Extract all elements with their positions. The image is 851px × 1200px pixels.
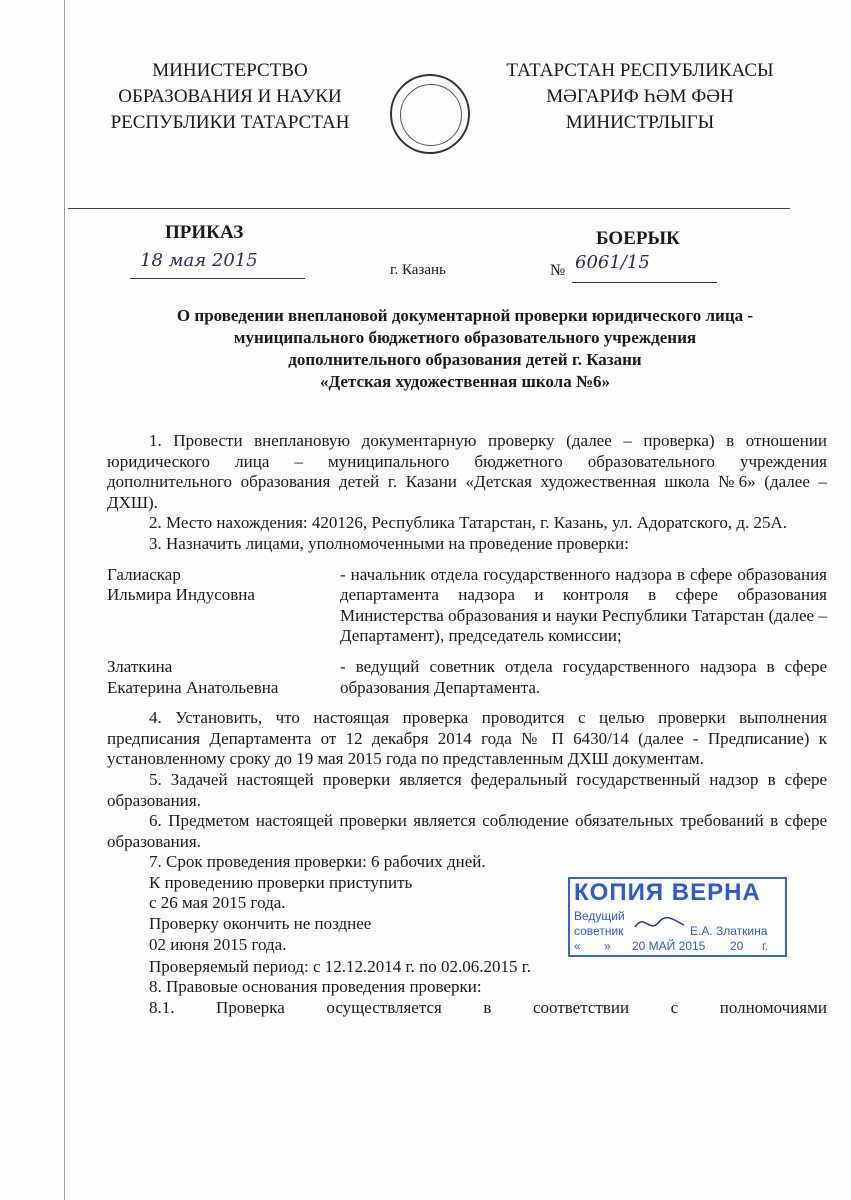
paragraph: 6. Предметом настоящей проверки является соблюдение обязательных требований в сфере образования.: [107, 811, 827, 851]
inspector-surname: Златкина: [107, 656, 173, 676]
schedule-with-stamp: [107, 873, 827, 957]
title-line: дополнительного образования детей г. Казани: [288, 350, 642, 369]
inspector-row: [107, 657, 827, 698]
title-line: «Детская художественная школа №6»: [319, 372, 611, 391]
order-label-tt: БОЕРЫК: [596, 228, 680, 249]
order-body: [107, 431, 827, 1019]
header-line: РЕСПУБЛИКИ ТАТАРСТАН: [110, 112, 350, 133]
ministry-name-ru: [85, 58, 375, 136]
header-line: МӘГАРИФ ҺӘМ ФӘН: [546, 86, 734, 107]
order-number: 6061/15: [575, 252, 650, 273]
stamp-date: 20 МАЙ 2015: [632, 938, 706, 953]
paragraph: 02 июня 2015 года.: [149, 934, 287, 954]
header-divider: [68, 208, 790, 209]
order-label-ru: ПРИКАЗ: [165, 222, 244, 243]
stamp-title: КОПИЯ ВЕРНА: [574, 878, 761, 906]
header-line: МИНИСТРЛЫГЫ: [565, 112, 715, 133]
stamp-text: Ведущий: [574, 908, 625, 923]
emblem-icon: [390, 74, 470, 154]
header-line: ОБРАЗОВАНИЯ И НАУКИ: [118, 86, 342, 107]
number-underline: [572, 282, 717, 283]
paragraph: Проверяемый период: с 12.12.2014 г. по 02.06.2015 г.: [149, 956, 532, 976]
order-title: [100, 305, 830, 393]
ministry-name-tt: [495, 58, 785, 136]
header-line: ТАТАРСТАН РЕСПУБЛИКАСЫ: [506, 60, 774, 81]
stamp-text: советник: [574, 923, 624, 938]
signature-icon: [632, 907, 687, 937]
paragraph: 5. Задачей настоящей проверки является федеральный государственный надзор в сфере образования.: [107, 769, 827, 810]
inspector-name: Екатерина Анатольевна: [107, 677, 279, 697]
stamp-text: «: [574, 938, 581, 953]
copy-certified-stamp: [568, 877, 787, 957]
schedule-lines: [107, 873, 412, 955]
stamp-text: 20: [730, 938, 744, 953]
order-date: 18 мая 2015: [140, 250, 258, 271]
stamp-text: »: [604, 938, 611, 953]
inspector-name: Ильмира Индусовна: [107, 585, 255, 605]
inspector-row: [107, 565, 827, 647]
inspector-role: - начальник отдела государственного надзора в сфере образования департамента надзора и контроля в сфере образования Министерства образования и науки Республики Татарстан (далее – Департамент), председатель комиссии;: [340, 564, 827, 646]
stamp-text: г.: [762, 938, 769, 953]
paragraph: 8. Правовые основания проведения проверки:: [149, 977, 482, 997]
number-sign: №: [550, 262, 566, 279]
paragraph: 1. Провести внеплановую документарную проверку (далее – проверка) в отношении юридического лица – муниципального бюджетного образовательного учреждения дополнительного образования детей г. Казани «Детская художественная школа №6» (далее – ДХШ).: [107, 431, 827, 512]
paragraph: 2. Место нахождения: 420126, Республика Татарстан, г. Казань, ул. Адоратского, д. 25А.: [149, 513, 788, 533]
paragraph: 3. Назначить лицами, уполномоченными на проведение проверки:: [149, 533, 630, 553]
paragraph: 4. Установить, что настоящая проверка проводится с целью проверки выполнения предписания Департамента от 12 декабря 2014 года № П 6430/14 (далее - Предписание) к установленному сроку до 19 мая 2015 года по представленным ДХШ документам.: [107, 708, 827, 769]
title-line: муниципального бюджетного образовательного учреждения: [233, 328, 697, 347]
title-line: О проведении внеплановой документарной проверки юридического лица -: [176, 306, 754, 325]
paragraph: К проведению проверки приступить: [149, 872, 413, 892]
stamp-text: Е.А. Златкина: [690, 923, 768, 938]
scan-edge: [64, 0, 65, 1200]
paragraph: 7. Срок проведения проверки: 6 рабочих дней.: [149, 852, 486, 872]
order-city: г. Казань: [390, 262, 446, 278]
inspector-surname: Галиаскар: [107, 564, 181, 584]
paragraph: с 26 мая 2015 года.: [149, 893, 286, 913]
date-underline: [130, 278, 305, 279]
paragraph: Проверку окончить не позднее: [149, 914, 372, 934]
header-line: МИНИСТЕРСТВО: [152, 60, 308, 81]
paragraph: 8.1. Проверка осуществляется в соответствии с полномочиями: [149, 998, 827, 1018]
inspector-role: - ведущий советник отдела государственного надзора в сфере образования Департамента.: [340, 656, 827, 697]
